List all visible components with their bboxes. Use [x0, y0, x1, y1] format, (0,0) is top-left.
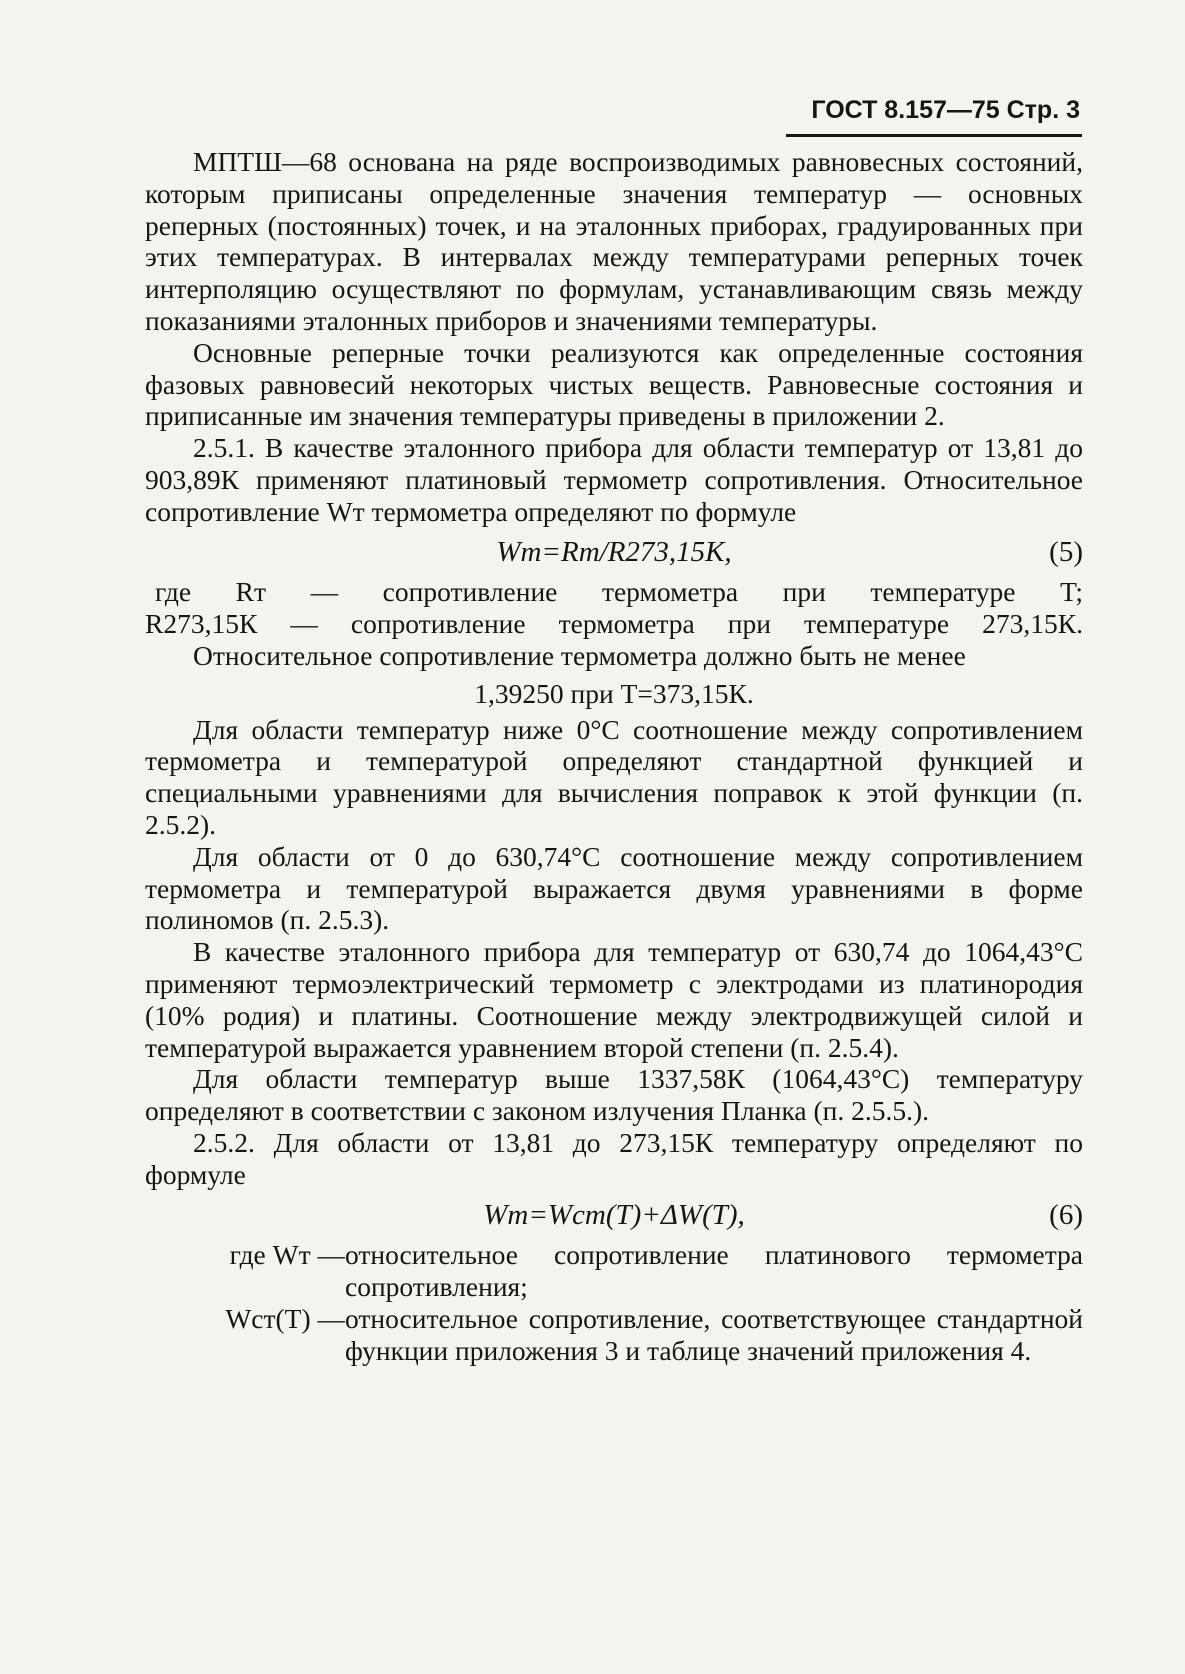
definition-rt: где Rт — сопротивление термометра при температуре T;	[155, 576, 1083, 608]
header-rule	[786, 134, 1082, 137]
definition-wst	[187, 1303, 1083, 1367]
definition-wt	[187, 1239, 1083, 1303]
definition-wt-term: где Wт —	[229, 1239, 345, 1271]
definition-wst-desc: относительное сопротивление, соответствующее стандартной функции приложения 3 и таблице значений приложения 4.	[345, 1302, 1083, 1366]
paragraph-0-630: Для области от 0 до 630,74°С соотношение между сопротивлением термометра и температурой выражается двумя уравнениями в форме полиномов (п. 2.5.3).	[145, 840, 1083, 936]
min-resistance-value: 1,39250 при T=373,15К.	[474, 677, 754, 709]
formula-5-number: (5)	[1049, 535, 1083, 568]
paragraph-reference-points: Основные реперные точки реализуются как определенные состояния фазовых равновесий некоторых чистых веществ. Равновесные состояния и приписанные им значения температуры приведены в приложении 2.	[145, 336, 1083, 432]
definition-wst-term: Wст(T) —	[225, 1302, 345, 1334]
paragraph-thermocouple: В качестве эталонного прибора для температур от 630,74 до 1064,43°С применяют термоэлектрический термометр с электродами из платинородия (10% родия) и платины. Соотношение между электродвижущей силой и температурой выражается уравнением второй степени (п. 2.5.4).	[145, 936, 1083, 1063]
paragraph-min-resistance: Относительное сопротивление термометра должно быть не менее	[193, 639, 966, 671]
formula-6-expression: Wт=Wст(T)+ΔW(T),	[483, 1198, 745, 1231]
formula-5	[145, 537, 1083, 569]
paragraph-mptsh: МПТШ—68 основана на ряде воспроизводимых равновесных состояний, которым приписаны определенные значения температур — основных реперных (постоянных) точек, и на эталонных приборах, градуированных при этих температурах. В интервалах между температурами реперных точек интерполяцию осуществляют по формулам, устанавливающим связь между показаниями эталонных приборов и значениями температуры.	[145, 146, 1083, 336]
formula-6-number: (6)	[1049, 1198, 1083, 1231]
formula-6-definitions	[145, 1239, 1083, 1366]
definition-wt-desc: относительное сопротивление платинового термометра сопротивления;	[345, 1239, 1083, 1303]
paragraph-2-5-1: 2.5.1. В качестве эталонного прибора для области температур от 13,81 до 903,89К применяют платиновый термометр сопротивления. Относительное сопротивление Wт термометра определяют по формуле	[145, 432, 1083, 527]
body-text	[145, 146, 1083, 1366]
definition-r273: R273,15К — сопротивление термометра при температуре 273,15К.	[145, 608, 1083, 640]
paragraph-2-5-2: 2.5.2. Для области от 13,81 до 273,15К температуру определяют по формуле	[145, 1126, 1083, 1190]
formula-5-expression: Wт=Rт/R273,15К,	[496, 535, 732, 568]
formula-6	[145, 1200, 1083, 1232]
paragraph-below-zero: Для области температур ниже 0°С соотношение между сопротивлением термометра и температурой определяют стандартной функцией и специальными уравнениями для вычисления поправок к этой функции (п. 2.5.2).	[145, 713, 1083, 840]
page-header: ГОСТ 8.157—75 Стр. 3	[811, 96, 1080, 124]
paragraph-planck: Для области температур выше 1337,58К (1064,43°С) температуру определяют в соответствии с законом излучения Планка (п. 2.5.5.).	[145, 1063, 1083, 1127]
